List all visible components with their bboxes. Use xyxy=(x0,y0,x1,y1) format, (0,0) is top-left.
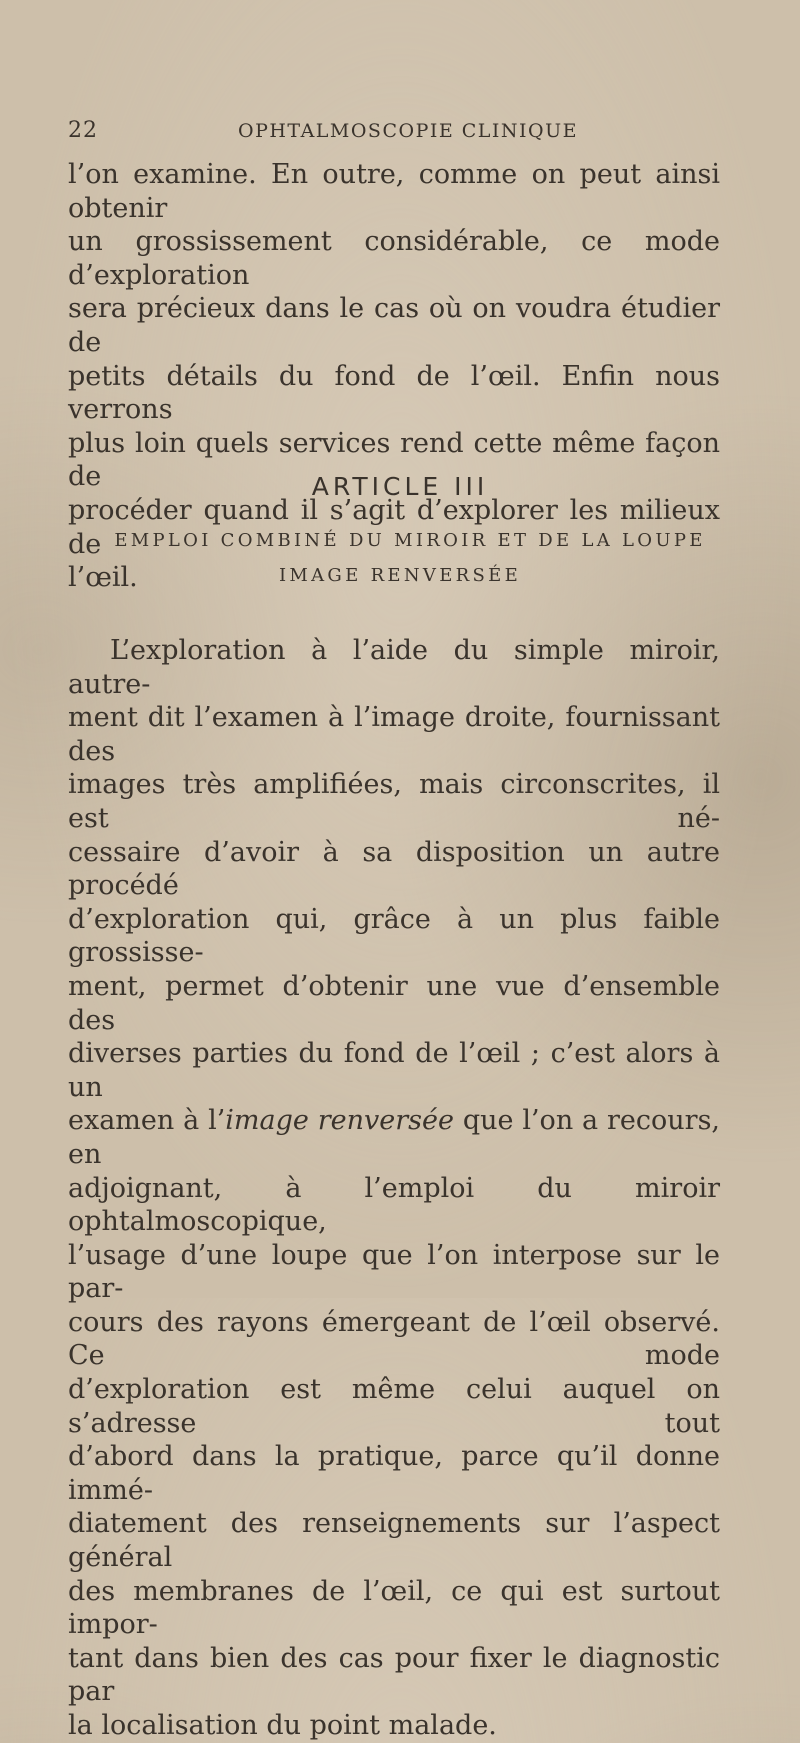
text-line: tant dans bien des cas pour fixer le diagnostic par xyxy=(68,1642,720,1708)
text-line: d’exploration qui, grâce à un plus faible grossisse- xyxy=(68,903,720,969)
text-line: plus loin quels services rend cette même façon de xyxy=(68,427,720,493)
text-line: adjoignant, à l’emploi du miroir ophtalmoscopique, xyxy=(68,1172,720,1238)
text-line-with-italic xyxy=(68,1104,720,1171)
text-line: petits détails du fond de l’œil. Enfin nous verrons xyxy=(68,360,720,426)
text-line: l’on examine. En outre, comme on peut ainsi obtenir xyxy=(68,159,720,224)
article-subheading: EMPLOI COMBINÉ DU MIROIR ET DE LA LOUPE xyxy=(114,530,706,551)
text-line: la localisation du point malade. xyxy=(68,1710,497,1741)
text-line: cessaire d’avoir à sa disposition un autre procédé xyxy=(68,836,720,902)
text-line: diatement des renseignements sur l’aspect général xyxy=(68,1508,720,1574)
text-line: images très amplifiées, mais circonscrites, il est né- xyxy=(68,769,720,834)
text-line: d’exploration est même celui auquel on s’adresse tout xyxy=(68,1374,720,1439)
text-line: l’usage d’une loupe que l’on interpose sur le par- xyxy=(68,1239,720,1305)
text-line: procéder quand il s’agit d’explorer les milieux de xyxy=(68,494,720,560)
running-title: OPHTALMOSCOPIE CLINIQUE xyxy=(238,120,579,142)
article-subheading-secondary: IMAGE RENVERSÉE xyxy=(278,565,522,586)
text-line: un grossissement considérable, ce mode d’exploration xyxy=(68,226,720,291)
text-line: ment, permet d’obtenir une vue d’ensemble des xyxy=(68,970,720,1036)
text-line: des membranes de l’œil, ce qui est surtout impor- xyxy=(68,1575,720,1641)
text-line: l’œil. xyxy=(68,562,138,594)
text-line: L’exploration à l’aide du simple miroir, autre- xyxy=(68,635,720,700)
page-header xyxy=(68,118,708,148)
text-line: d’abord dans la pratique, parce qu’il donne immé- xyxy=(68,1441,720,1506)
text-line: cours des rayons émergeant de l’œil observé. Ce mode xyxy=(68,1306,720,1372)
text-line: ment dit l’examen à l’image droite, fournissant des xyxy=(68,702,720,767)
paragraph-main xyxy=(68,634,720,1743)
text-run: que l’on a recours, en xyxy=(68,1105,721,1170)
italic-term: image renversée xyxy=(225,1105,454,1137)
page-number: 22 xyxy=(68,118,98,143)
article-heading: ARTICLE III xyxy=(311,472,489,501)
text-run: examen à l’ xyxy=(68,1105,226,1137)
text-line: sera précieux dans le cas où on voudra étudier de xyxy=(68,293,720,358)
text-line: diverses parties du fond de l’œil ; c’est alors à un xyxy=(68,1038,720,1103)
